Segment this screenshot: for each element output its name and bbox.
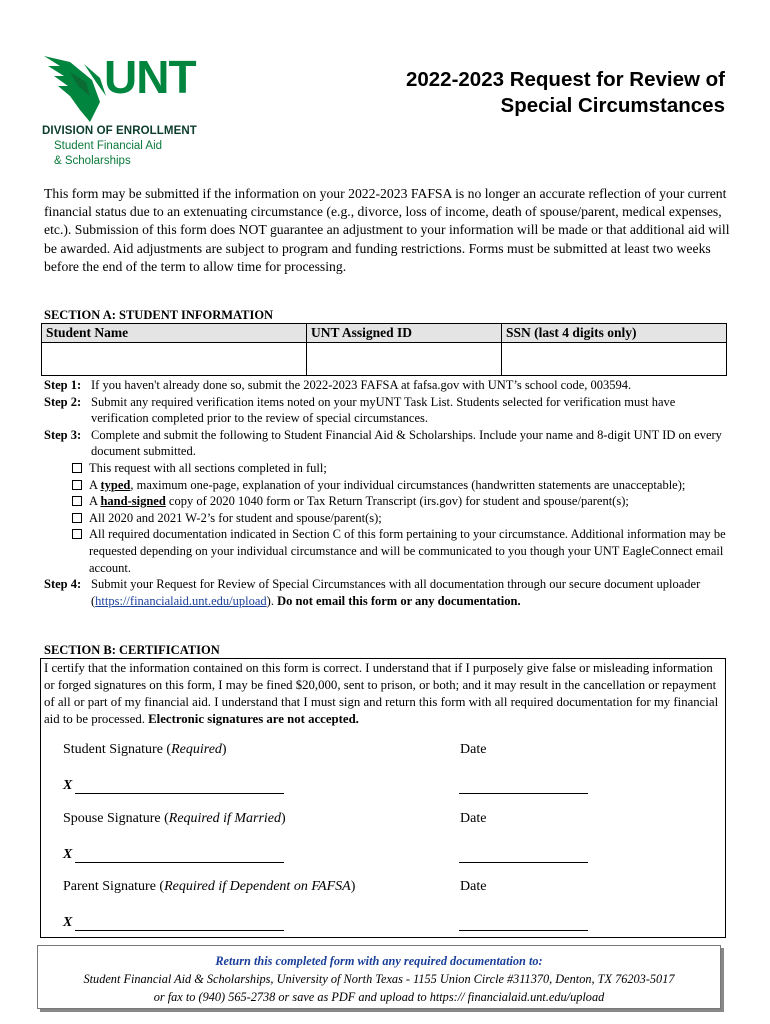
return-instructions-box bbox=[37, 945, 721, 1009]
sig-required-text: Required if Married bbox=[168, 811, 282, 826]
ssn-field[interactable] bbox=[502, 343, 727, 376]
step-2 bbox=[44, 394, 734, 427]
ssn-header: SSN (last 4 digits only) bbox=[502, 324, 727, 343]
sig-paren: ) bbox=[281, 811, 286, 826]
checklist-item bbox=[44, 477, 734, 494]
student-date-line[interactable] bbox=[459, 793, 588, 794]
checklist-text: This request with all sections completed in full; bbox=[89, 460, 327, 475]
section-a-heading: SECTION A: STUDENT INFORMATION bbox=[44, 308, 274, 322]
checklist-item bbox=[44, 510, 734, 527]
checkbox-icon[interactable] bbox=[72, 463, 82, 473]
certification-statement: I certify that the information contained on this form is correct. I understand that if I purposely give false or misleading information or forged signatures on this form, I may be fined $20,000, sent to prison, or both; and it may result in the cancellation or repayment of all or part of my financial aid. I understand that I must sign and return this form with all required documentation for my financial aid to be processed. bbox=[44, 661, 719, 726]
step-4-label: Step 4: bbox=[44, 577, 82, 592]
checklist-item bbox=[44, 460, 734, 477]
checklist-item bbox=[44, 526, 734, 576]
spouse-date-label: Date bbox=[460, 811, 487, 826]
certification-text bbox=[44, 660, 724, 728]
student-sign-x: X bbox=[63, 778, 73, 793]
checklist-emphasis: typed bbox=[100, 477, 131, 492]
student-date-label: Date bbox=[460, 742, 487, 757]
student-signature-label bbox=[63, 742, 227, 758]
step-2-label: Step 2: bbox=[44, 394, 82, 409]
parent-signature-line[interactable] bbox=[75, 930, 284, 931]
spouse-signature-line[interactable] bbox=[75, 862, 284, 863]
step-2-text: Submit any required verification items noted on your myUNT Task List. Students selected for verification must have verification completed prior to the review of special circumstances. bbox=[91, 394, 676, 426]
checkbox-icon[interactable] bbox=[72, 480, 82, 490]
sig-paren: ) bbox=[221, 742, 227, 757]
logo-dept-line1: Student Financial Aid bbox=[54, 140, 163, 152]
student-name-field[interactable] bbox=[42, 343, 307, 376]
step-3-text: Complete and submit the following to Student Financial Aid & Scholarships. Include your name and 8-digit UNT ID on every document submitted. bbox=[91, 427, 722, 459]
upload-link[interactable]: https://financialaid.unt.edu/upload bbox=[95, 593, 267, 608]
step-4-warning: Do not email this form or any documentation. bbox=[277, 593, 521, 608]
return-fax-upload: or fax to (940) 565-2738 or save as PDF and upload to https:// financialaid.unt.edu/upload bbox=[153, 990, 605, 1004]
checkbox-icon[interactable] bbox=[72, 529, 82, 539]
checkbox-icon[interactable] bbox=[72, 496, 82, 506]
sig-label-text: Spouse Signature ( bbox=[63, 811, 169, 826]
spouse-signature-label bbox=[63, 811, 286, 827]
checklist-text: All required documentation indicated in Section C of this form pertaining to your circumstance. Additional information may be requested depending on your individual circumstance and will be communicated to you though your UNT EagleConnect email account. bbox=[89, 527, 726, 575]
form-title bbox=[345, 67, 725, 119]
sig-required-text: Required if Dependent on FAFSA bbox=[164, 879, 351, 894]
step-4 bbox=[44, 576, 734, 609]
logo-wordmark: UNT bbox=[104, 51, 196, 103]
step-3 bbox=[44, 427, 734, 460]
unt-logo bbox=[40, 52, 220, 172]
unt-id-header: UNT Assigned ID bbox=[307, 324, 502, 343]
logo-dept-line2: & Scholarships bbox=[54, 155, 131, 167]
sig-label-text: Student Signature ( bbox=[63, 742, 172, 757]
return-address: Student Financial Aid & Scholarships, University of North Texas - 1155 Union Circle #311370, Denton, TX 76203-5017 bbox=[83, 972, 675, 986]
step-3-label: Step 3: bbox=[44, 427, 82, 442]
step-1-label: Step 1: bbox=[44, 378, 82, 392]
spouse-sign-x: X bbox=[63, 847, 73, 862]
step-1 bbox=[44, 377, 734, 394]
checklist-text: A bbox=[89, 477, 101, 492]
step-4-text: Submit your Request for Review of Special Circumstances with all documentation through our secure document uploader ( bbox=[91, 577, 701, 608]
parent-date-label: Date bbox=[460, 879, 487, 894]
student-info-table bbox=[41, 323, 727, 376]
form-title-line1: 2022-2023 Request for Review of bbox=[405, 68, 725, 91]
parent-sign-x: X bbox=[63, 915, 73, 930]
checklist-text: , maximum one-page, explanation of your individual circumstances (handwritten statements are unacceptable); bbox=[130, 477, 686, 492]
unt-id-field[interactable] bbox=[307, 343, 502, 376]
checklist-emphasis: hand-signed bbox=[100, 494, 166, 509]
sig-required-text: Required bbox=[171, 742, 222, 757]
checklist-item bbox=[44, 493, 734, 510]
section-b-heading: SECTION B: CERTIFICATION bbox=[44, 643, 220, 657]
spouse-date-line[interactable] bbox=[459, 862, 588, 863]
student-signature-line[interactable] bbox=[75, 793, 284, 794]
intro-paragraph: This form may be submitted if the information on your 2022-2023 FAFSA is no longer an accurate reflection of your current financial status due to an extenuating circumstance (e.g., divorce, loss of income, death of spouse/parent, medical expenses, etc.). Submission of this form does NOT guarantee an adjustment to your information will be made or that additional aid will be awarded. Aid adjustments are subject to program and funding restrictions. Forms must be submitted at least two weeks before the end of the term to allow time for processing. bbox=[44, 186, 730, 274]
checkbox-icon[interactable] bbox=[72, 513, 82, 523]
sig-label-text: Parent Signature ( bbox=[63, 879, 165, 894]
step-4-text: ). bbox=[266, 593, 278, 608]
student-name-header: Student Name bbox=[42, 324, 307, 343]
sig-paren: ) bbox=[350, 879, 356, 894]
return-heading: Return this completed form with any required documentation to: bbox=[215, 954, 543, 968]
instructions bbox=[44, 377, 734, 609]
logo-division: DIVISION OF ENROLLMENT bbox=[42, 125, 197, 137]
form-title-line2: Special Circumstances bbox=[500, 94, 725, 117]
step-1-text: If you haven't already done so, submit the 2022-2023 FAFSA at fafsa.gov with UNT’s school code, 003594. bbox=[91, 378, 632, 392]
parent-date-line[interactable] bbox=[459, 930, 588, 931]
parent-signature-label bbox=[63, 879, 355, 895]
checklist-text: A bbox=[89, 494, 101, 509]
certification-warning: Electronic signatures are not accepted. bbox=[148, 712, 359, 726]
checklist-text: All 2020 and 2021 W-2’s for student and spouse/parent(s); bbox=[89, 510, 382, 525]
checklist-text: copy of 2020 1040 form or Tax Return Transcript (irs.gov) for student and spouse/parent(s); bbox=[165, 494, 629, 509]
